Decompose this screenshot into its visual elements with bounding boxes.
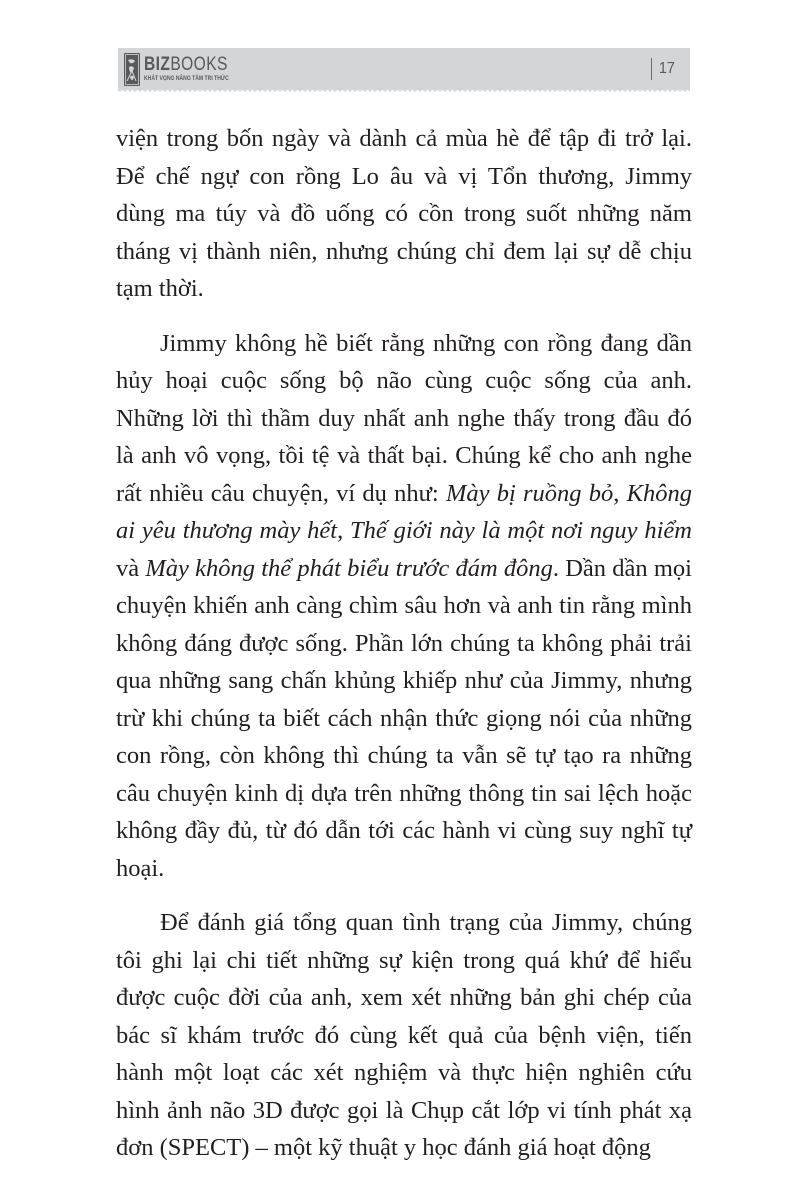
text-run: . Dần dần mọi chuyện khiến anh càng chìm sâu hơn và anh tin rằng mình không đáng được sống. Phần lớn chúng ta không phải trải qua những sang chấn khủng khiếp như của Jimmy, nhưng trừ khi chúng ta biết cách nhận thức giọng nói của những con rồng, còn không thì chúng ta vẫn sẽ tự tạo ra những câu chuyện kinh dị dựa trên những thông tin sai lệch hoặc không đầy đủ, từ đó dẫn tới các hành vi cùng suy nghĩ tự hoại. xyxy=(116,554,692,882)
text-run: viện trong bốn ngày và dành cả mùa hè để tập đi trở lại. Để chế ngự con rồng Lo âu và vị Tổn thương, Jimmy dùng ma túy và đồ uống có cồn trong suốt những năm tháng vị thành niên, nhưng chúng chỉ đem lại sự dễ chịu tạm thời. xyxy=(116,125,692,302)
paragraph xyxy=(116,120,692,308)
publisher-logo xyxy=(124,52,253,86)
brand-tagline: KHÁT VỌNG NÂNG TẦM TRI THỨC xyxy=(144,75,229,83)
italic-phrase: Không ai yêu thương mày hết xyxy=(116,479,693,544)
text-run: , xyxy=(337,517,351,544)
text-run: và xyxy=(116,554,146,582)
italic-phrase: Mày không thể phát biểu trước đám đông xyxy=(145,554,553,582)
body-text xyxy=(116,120,692,1184)
text-run: Jimmy không hề biết rằng những con rồng đang dần hủy hoại cuộc sống bộ não cùng cuộc sống của anh. Những lời thì thầm duy nhất anh nghe thấy trong đầu đó là anh vô vọng, tồi tệ và thất bại. Chúng kể cho anh nghe rất nhiều câu chuyện, ví dụ như: xyxy=(116,329,692,507)
text-run: Để đánh giá tổng quan tình trạng của Jimmy, chúng tôi ghi lại chi tiết những sự kiện trong quá khứ để hiểu được cuộc đời của anh, xem xét những bản ghi chép của bác sĩ khám trước đó cùng kết quả của bệnh viện, tiến hành một loạt các xét nghiệm và thực hiện nghiên cứu hình ảnh não 3D được gọi là Chụp cắt lớp vi tính phát xạ đơn (SPECT) – một kỹ thuật y học đánh giá hoạt động xyxy=(116,909,692,1161)
page-number: 17 xyxy=(659,60,676,77)
running-header xyxy=(118,48,690,90)
italic-phrase: Thế giới này là một nơi nguy hiểm xyxy=(350,517,692,544)
text-run: , xyxy=(613,479,627,507)
divider xyxy=(651,58,653,80)
page-number-block xyxy=(651,58,676,80)
paragraph xyxy=(116,325,692,888)
italic-phrase: Mày bị ruồng bỏ xyxy=(445,479,614,507)
book-flower-icon xyxy=(124,53,140,86)
paragraph xyxy=(116,904,692,1167)
brand-name: BIZBOOKS xyxy=(144,54,228,76)
